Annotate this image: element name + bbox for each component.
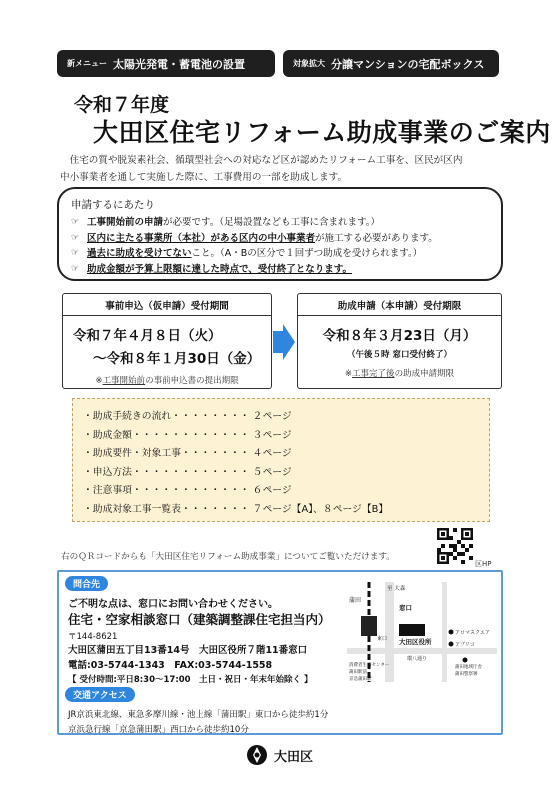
map-office (399, 624, 425, 636)
note-item (71, 231, 489, 247)
map-label: 環八通り (407, 656, 428, 662)
access-tag: 交通アクセス (65, 687, 135, 702)
period-date-to: ～令和８年１月30日（金） (93, 351, 261, 367)
period-note-link: 工事完了後 (352, 369, 395, 379)
expansion-badge (283, 50, 499, 77)
toc-item: ・申込方法・・・・・・・・・・・・ ５ページ (83, 466, 292, 478)
note-bold: 工事開始前の申請 (87, 217, 164, 228)
badge-text: 太陽光発電・蓄電池の設置 (113, 57, 245, 71)
contact-hours: 【 受付時間:平日8:30～17:00 土日・祝日・年末年始除く 】 (68, 675, 313, 685)
map-label: 蒲田駅前 (349, 670, 367, 675)
note-bold: 区内に主たる事業所（本社）がある区内の中小事業者 (87, 232, 316, 244)
toc-item: ・助成要件・対象工事・・・・・・・ ４ページ (83, 448, 292, 459)
footer-logo (246, 744, 313, 766)
pointing-hand-icon: ☞ (71, 263, 80, 274)
period-note-link: 工事開始前 (102, 376, 146, 386)
toc-item: ・助成手続きの流れ・・・・・・・・ ２ページ (83, 411, 292, 422)
page-title: 大田区住宅リフォーム助成事業のご案内 (93, 118, 551, 147)
intro-line: 住宅の質や脱炭素社会、循環型社会への対応など区が認めたリフォーム工事を、区民が区内 (69, 155, 463, 166)
note-bold: 助成金額が予算上限額に達した時点で、受付終了となります。 (87, 263, 353, 275)
intro-line: 中小事業者を通して実施した際に、工事費用の一部を助成します。 (60, 172, 348, 183)
new-menu-badge (57, 50, 275, 77)
period-note-rest: の事前申込書の提出期限 (145, 376, 239, 386)
notes-heading: 申請するにあたり (71, 199, 155, 211)
arrow-right-icon (273, 324, 295, 360)
note-rest: こと。（A・Bの区分で１回ずつ助成を受けられます。） (191, 248, 423, 259)
period-header: 事前申込（仮申請）受付期間 (63, 294, 271, 316)
contact-tag: 問合先 (65, 576, 108, 591)
note-rest: が施工する必要があります。 (315, 232, 438, 244)
qr-note: 右のＱＲコードからも「大田区住宅リフォーム助成事業」についてご覧いただけます。 (61, 552, 395, 562)
ota-city-emblem-icon (246, 744, 268, 766)
period-note: ※工事開始前の事前申込書の提出期限 (95, 376, 239, 386)
pointing-hand-icon: ☞ (71, 232, 80, 243)
map-marker (449, 630, 454, 635)
pre-application-period (62, 293, 272, 389)
access-line: 京浜急行線「京急蒲田駅」西口から徒歩約10分 (68, 725, 249, 735)
main-application-period (297, 293, 502, 389)
contact-office: 住宅・空家相談窓口（建築調整課住宅担当内） (68, 612, 331, 627)
application-notes (57, 187, 503, 281)
access-line: JR京浜東北線、東急多摩川線・池上線「蒲田駅」東口から徒歩約1分 (68, 710, 329, 720)
note-item (71, 246, 489, 262)
map-marker (449, 642, 454, 647)
map-label: アプリコ (455, 642, 475, 648)
period-note: ※工事完了後の助成申請期限 (344, 369, 455, 379)
period-time: （午後５時 窓口受付終了） (347, 350, 452, 360)
contact-address: 大田区蒲田五丁目13番14号 大田区役所７階11番窓口 (68, 645, 308, 656)
period-date: 令和８年３月23日（月） (322, 328, 477, 344)
footer-label: 大田区 (274, 749, 314, 765)
map-station (361, 616, 377, 636)
map-label: 至 大森 (387, 586, 406, 592)
note-item (71, 215, 489, 231)
fiscal-year-title: 令和７年度 (74, 94, 170, 116)
map-label: 窓口 (399, 604, 412, 612)
map-label: アロマスクエア (455, 630, 490, 636)
qr-label: 区HP (475, 560, 492, 568)
table-of-contents (72, 398, 490, 522)
access-map (347, 582, 497, 682)
qr-code-icon[interactable] (437, 528, 473, 564)
map-label: 蒲田警察署 (455, 672, 478, 677)
period-date-from: 令和７年４月８日（火） (73, 328, 222, 344)
toc-item: ・注意事項・・・・・・・・・・・・ ６ページ (83, 485, 292, 496)
contact-box (57, 570, 503, 735)
note-bold: 過去に助成を受けてない (87, 248, 192, 259)
map-marker (463, 658, 468, 663)
period-note-rest: の助成申請期限 (394, 369, 455, 379)
map-label: 京急蒲田駅 (349, 677, 372, 682)
toc-item: ・助成金額・・・・・・・・・・・・ ３ページ (83, 429, 292, 441)
note-item (71, 262, 489, 278)
pointing-hand-icon: ☞ (71, 217, 80, 227)
map-label: 蒲田地域庁舎 (455, 665, 482, 670)
note-rest: が必要です。（足場設置なども工事に含まれます。） (163, 217, 380, 228)
badge-tag: 新メニュー (67, 59, 107, 68)
intro-text (60, 152, 510, 186)
map-road (442, 582, 447, 682)
map-label: 東口 (377, 636, 388, 642)
map-label: 大田区役所 (399, 638, 432, 646)
toc-item: ・助成対象工事一覧表・・・・・・・ ７ページ【A】、８ページ【B】 (83, 503, 389, 515)
contact-postal: 〒144-8621 (68, 632, 118, 642)
pointing-hand-icon: ☞ (71, 248, 80, 258)
period-header: 助成申請（本申請）受付期限 (298, 294, 501, 316)
contact-lead: ご不明な点は、窓口にお問い合わせください。 (68, 599, 278, 610)
map-label: 消費者生活センター (349, 663, 390, 668)
badge-tag: 対象拡大 (293, 59, 325, 68)
badge-text: 分譲マンションの宅配ボックス (331, 57, 485, 71)
map-label: 蒲田 (349, 597, 362, 604)
contact-phone: 電話:03-5744-1343 FAX:03-5744-1558 (68, 660, 273, 671)
